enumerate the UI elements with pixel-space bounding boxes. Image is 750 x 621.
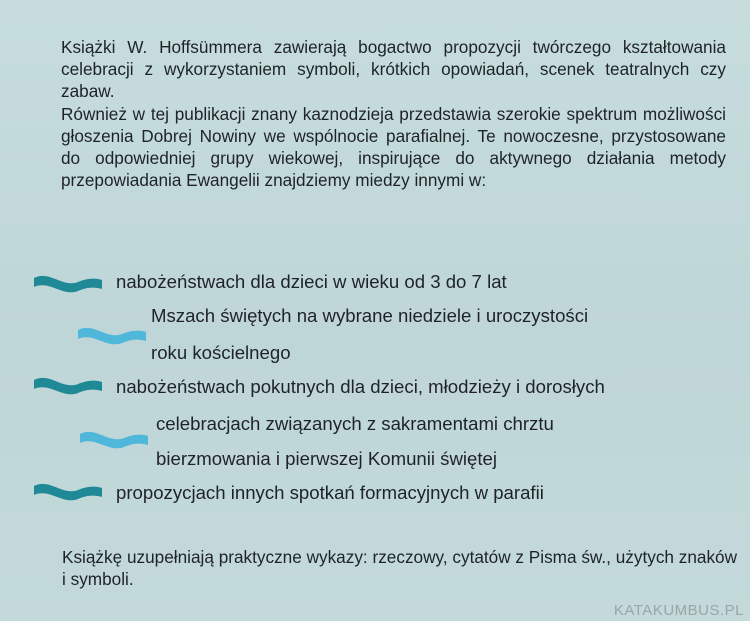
light-blue-wave-icon [78,428,150,452]
outro-text [62,546,742,590]
list-item-2-line-2: roku kościelnego [151,342,291,363]
list-item-1: nabożeństwach dla dzieci w wieku od 3 do 7 lat [116,271,507,292]
list-item-4-line-1: celebracjach związanych z sakramentami chrztu [156,413,554,434]
dark-teal-wave-icon [32,374,104,398]
list-item-2-line-1: Mszach świętych na wybrane niedziele i uroczystości [151,305,589,326]
list-item-4-line-2: bierzmowania i pierwszej Komunii świętej [156,448,498,469]
light-blue-wave-icon [76,324,148,348]
intro-paragraph-1: Książki W. Hoffsümmera zawierają bogactwo propozycji twórczego kształtowania celebracji z wykorzystaniem symboli, krótkich opowiadań, scenek teatralnych czy zabaw. [61,37,726,102]
dark-teal-wave-icon [32,480,104,504]
intro-text [61,36,726,191]
dark-teal-wave-icon [32,272,104,296]
outro-paragraph: Książkę uzupełniają praktyczne wykazy: rzeczowy, cytatów z Pisma św., użytych znaków i symboli. [62,547,738,590]
list-item-3: nabożeństwach pokutnych dla dzieci, młodzieży i dorosłych [116,376,605,397]
list-item-5: propozycjach innych spotkań formacyjnych w parafii [116,482,544,503]
intro-paragraph-2: Również w tej publikacji znany kaznodzieja przedstawia szerokie spektrum możliwości głoszenia Dobrej Nowiny we wspólnocie parafialnej. Te nowoczesne, przystosowane do odpowiedniej grupy wiekowej, inspirujące do aktywnego działania metody przepowiadania Ewangelii znajdziemy miedzy innymi w: [61,103,726,191]
watermark: KATAKUMBUS.PL [613,602,744,619]
